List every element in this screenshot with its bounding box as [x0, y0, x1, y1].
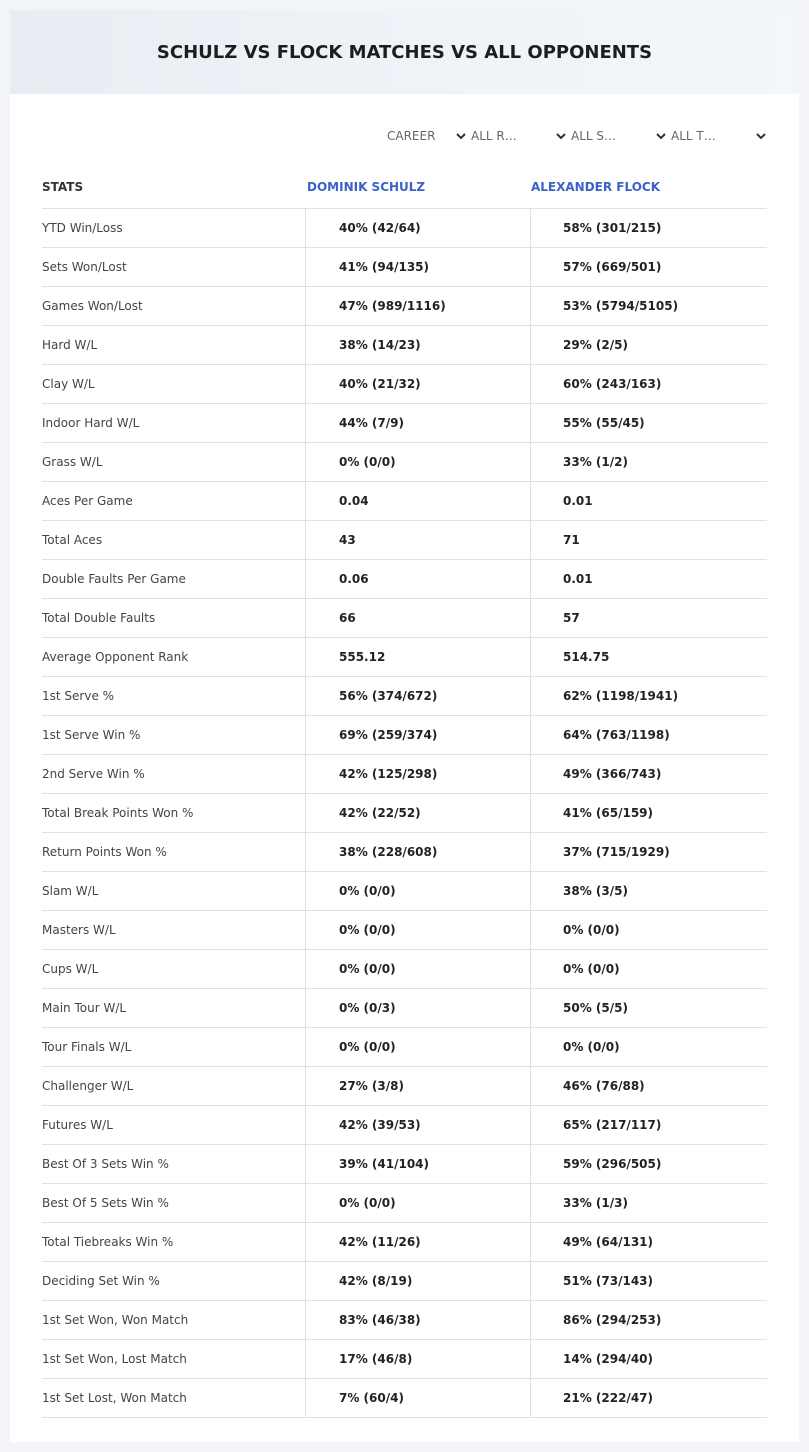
table-row [42, 989, 767, 1028]
stat-value-player1: 38% (228/608) [306, 833, 531, 871]
stat-value-player2: 71 [563, 533, 580, 547]
filter-tournament-select[interactable] [667, 127, 767, 145]
table-row [42, 482, 767, 521]
stat-label: 1st Set Lost, Won Match [42, 1379, 306, 1417]
stat-label: 1st Set Won, Won Match [42, 1301, 306, 1339]
stat-label: Main Tour W/L [42, 989, 306, 1027]
stat-label: Futures W/L [42, 1106, 306, 1144]
table-row [42, 794, 767, 833]
chevron-down-icon [655, 130, 667, 142]
page-title: SCHULZ VS FLOCK MATCHES VS ALL OPPONENTS [156, 41, 653, 63]
filter-round-label: ALL R… [471, 129, 517, 143]
stat-value-player2: 51% (73/143) [563, 1274, 653, 1288]
stat-label: 1st Serve Win % [42, 716, 306, 754]
filter-surface-select[interactable] [567, 127, 667, 145]
table-row [42, 911, 767, 950]
table-row [42, 1106, 767, 1145]
stat-value-player1: 38% (14/23) [306, 326, 531, 364]
stat-label: Masters W/L [42, 911, 306, 949]
stat-value-player2: 59% (296/505) [563, 1157, 662, 1171]
card-header [10, 10, 799, 94]
filter-bar [367, 127, 767, 145]
stat-label: Total Aces [42, 521, 306, 559]
table-row [42, 755, 767, 794]
stat-value-player2: 14% (294/40) [563, 1352, 653, 1366]
table-row [42, 1340, 767, 1379]
stat-value-player1: 0.04 [306, 482, 531, 520]
stat-label: Total Break Points Won % [42, 794, 306, 832]
chevron-down-icon [555, 130, 567, 142]
stat-label: Total Tiebreaks Win % [42, 1223, 306, 1261]
stat-label: Aces Per Game [42, 482, 306, 520]
stat-label: Slam W/L [42, 872, 306, 910]
stat-value-player1: 42% (39/53) [306, 1106, 531, 1144]
stat-label: YTD Win/Loss [42, 209, 306, 247]
filter-surface-label: ALL S… [571, 129, 617, 143]
stat-label: Cups W/L [42, 950, 306, 988]
stat-label: Best Of 3 Sets Win % [42, 1145, 306, 1183]
stats-card [10, 10, 799, 1442]
stat-label: Return Points Won % [42, 833, 306, 871]
stat-value-player1: 0% (0/0) [306, 1184, 531, 1222]
stat-value-player1: 17% (46/8) [306, 1340, 531, 1378]
column-header-player1[interactable]: DOMINIK SCHULZ [307, 180, 426, 194]
table-row [42, 287, 767, 326]
table-header [42, 170, 767, 208]
stat-value-player1: 42% (11/26) [306, 1223, 531, 1261]
stat-value-player2: 0% (0/0) [563, 923, 620, 937]
stat-label: Double Faults Per Game [42, 560, 306, 598]
stat-value-player1: 0% (0/3) [306, 989, 531, 1027]
stat-value-player2: 64% (763/1198) [563, 728, 670, 742]
stat-value-player2: 0% (0/0) [563, 1040, 620, 1054]
stat-value-player1: 42% (8/19) [306, 1262, 531, 1300]
table-row [42, 521, 767, 560]
table-row [42, 638, 767, 677]
table-row [42, 599, 767, 638]
table-row [42, 1379, 767, 1418]
stat-value-player1: 0.06 [306, 560, 531, 598]
stat-value-player2: 86% (294/253) [563, 1313, 662, 1327]
table-row [42, 404, 767, 443]
stat-value-player2: 60% (243/163) [563, 377, 662, 391]
stat-value-player2: 49% (366/743) [563, 767, 662, 781]
stat-value-player2: 53% (5794/5105) [563, 299, 679, 313]
stat-value-player1: 0% (0/0) [306, 872, 531, 910]
stat-value-player1: 41% (94/135) [306, 248, 531, 286]
column-header-stats: STATS [42, 180, 84, 194]
table-row [42, 677, 767, 716]
stat-value-player2: 0.01 [563, 494, 593, 508]
table-row [42, 560, 767, 599]
stat-label: Total Double Faults [42, 599, 306, 637]
table-row [42, 1184, 767, 1223]
stat-value-player1: 83% (46/38) [306, 1301, 531, 1339]
stat-value-player1: 42% (125/298) [306, 755, 531, 793]
stat-value-player2: 0% (0/0) [563, 962, 620, 976]
column-header-player2[interactable]: ALEXANDER FLOCK [531, 180, 661, 194]
stat-value-player1: 7% (60/4) [306, 1379, 531, 1417]
stat-value-player1: 56% (374/672) [306, 677, 531, 715]
stat-value-player1: 555.12 [306, 638, 531, 676]
stat-value-player1: 0% (0/0) [306, 1028, 531, 1066]
stat-value-player1: 39% (41/104) [306, 1145, 531, 1183]
stat-value-player2: 21% (222/47) [563, 1391, 653, 1405]
stat-label: Hard W/L [42, 326, 306, 364]
stat-label: Best Of 5 Sets Win % [42, 1184, 306, 1222]
table-row [42, 365, 767, 404]
stat-label: 2nd Serve Win % [42, 755, 306, 793]
stat-value-player1: 43 [306, 521, 531, 559]
stat-value-player2: 57 [563, 611, 580, 625]
stat-value-player1: 66 [306, 599, 531, 637]
stat-label: 1st Serve % [42, 677, 306, 715]
table-row [42, 950, 767, 989]
stat-value-player1: 40% (21/32) [306, 365, 531, 403]
stat-value-player1: 40% (42/64) [306, 209, 531, 247]
stat-label: Challenger W/L [42, 1067, 306, 1105]
stat-label: Games Won/Lost [42, 287, 306, 325]
chevron-down-icon [755, 130, 767, 142]
stat-label: Sets Won/Lost [42, 248, 306, 286]
stat-value-player1: 47% (989/1116) [306, 287, 531, 325]
filter-round-select[interactable] [467, 127, 567, 145]
stat-value-player2: 38% (3/5) [563, 884, 628, 898]
table-row [42, 716, 767, 755]
stat-value-player2: 50% (5/5) [563, 1001, 628, 1015]
stat-label: Average Opponent Rank [42, 638, 306, 676]
stat-value-player2: 57% (669/501) [563, 260, 662, 274]
stat-value-player1: 0% (0/0) [306, 443, 531, 481]
table-row [42, 326, 767, 365]
stat-value-player2: 46% (76/88) [563, 1079, 645, 1093]
table-row [42, 1301, 767, 1340]
stat-value-player2: 55% (55/45) [563, 416, 645, 430]
stats-table [42, 208, 767, 1418]
stat-value-player1: 42% (22/52) [306, 794, 531, 832]
stat-label: Grass W/L [42, 443, 306, 481]
filter-tournament-label: ALL T… [671, 129, 716, 143]
table-row [42, 209, 767, 248]
table-row [42, 833, 767, 872]
stat-value-player2: 514.75 [563, 650, 610, 664]
stat-label: 1st Set Won, Lost Match [42, 1340, 306, 1378]
stat-label: Tour Finals W/L [42, 1028, 306, 1066]
table-row [42, 248, 767, 287]
stat-value-player2: 33% (1/3) [563, 1196, 628, 1210]
stat-value-player1: 69% (259/374) [306, 716, 531, 754]
stat-label: Clay W/L [42, 365, 306, 403]
stat-value-player1: 0% (0/0) [306, 950, 531, 988]
table-row [42, 1145, 767, 1184]
table-row [42, 1223, 767, 1262]
stat-value-player1: 44% (7/9) [306, 404, 531, 442]
stat-value-player2: 58% (301/215) [563, 221, 662, 235]
table-row [42, 443, 767, 482]
stat-value-player2: 49% (64/131) [563, 1235, 653, 1249]
chevron-down-icon [455, 130, 467, 142]
stat-value-player2: 41% (65/159) [563, 806, 653, 820]
stat-value-player1: 27% (3/8) [306, 1067, 531, 1105]
table-row [42, 1028, 767, 1067]
table-row [42, 872, 767, 911]
table-row [42, 1262, 767, 1301]
stat-value-player2: 65% (217/117) [563, 1118, 662, 1132]
filter-period-label: CAREER [387, 129, 436, 143]
filter-period-select[interactable] [367, 127, 467, 145]
stat-value-player2: 37% (715/1929) [563, 845, 670, 859]
stat-value-player2: 62% (1198/1941) [563, 689, 679, 703]
stat-value-player2: 0.01 [563, 572, 593, 586]
stat-value-player1: 0% (0/0) [306, 911, 531, 949]
stat-value-player2: 33% (1/2) [563, 455, 628, 469]
stat-label: Deciding Set Win % [42, 1262, 306, 1300]
stat-label: Indoor Hard W/L [42, 404, 306, 442]
stat-value-player2: 29% (2/5) [563, 338, 628, 352]
table-row [42, 1067, 767, 1106]
